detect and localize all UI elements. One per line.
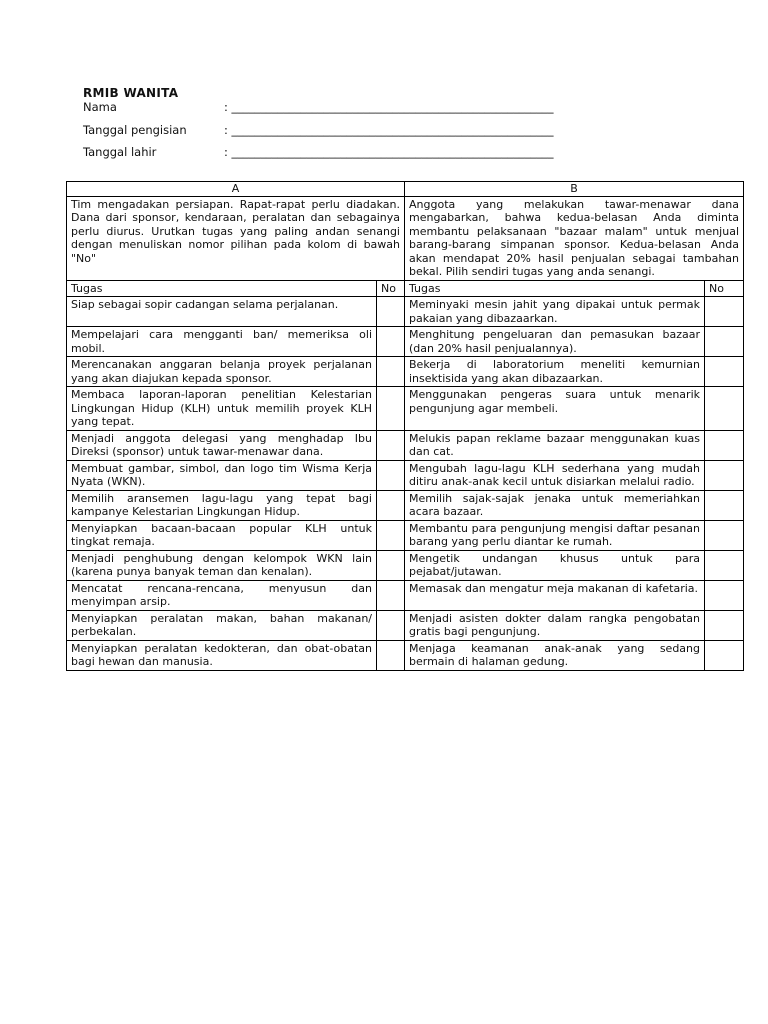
task-b-text: Menghitung pengeluaran dan pemasukan bazaar (dan 20% hasil penjualannya). bbox=[405, 327, 705, 357]
rank-b-input-cell[interactable] bbox=[705, 550, 744, 580]
tugas-a-header: Tugas bbox=[67, 280, 377, 297]
rank-a-input-cell[interactable] bbox=[377, 550, 405, 580]
task-b-text: Menggunakan pengeras suara untuk menarik pengunjung agar membeli. bbox=[405, 387, 705, 431]
rank-a-input-cell[interactable] bbox=[377, 580, 405, 610]
rank-b-input-cell[interactable] bbox=[705, 520, 744, 550]
task-row bbox=[67, 550, 744, 580]
field-blank-line[interactable]: : ________________________________________________________ bbox=[224, 145, 554, 159]
task-row bbox=[67, 357, 744, 387]
rank-a-input-cell[interactable] bbox=[377, 357, 405, 387]
task-b-text: Memasak dan mengatur meja makanan di kafetaria. bbox=[405, 580, 705, 610]
rank-b-input-cell[interactable] bbox=[705, 580, 744, 610]
task-a-text: Merencanakan anggaran belanja proyek perjalanan yang akan diajukan kepada sponsor. bbox=[67, 357, 377, 387]
rank-a-input-cell[interactable] bbox=[377, 640, 405, 670]
task-row bbox=[67, 490, 744, 520]
task-a-text: Siap sebagai sopir cadangan selama perjalanan. bbox=[67, 297, 377, 327]
rank-a-input-cell[interactable] bbox=[377, 387, 405, 431]
rank-a-input-cell[interactable] bbox=[377, 490, 405, 520]
task-b-text: Meminyaki mesin jahit yang dipakai untuk permak pakaian yang dibazaarkan. bbox=[405, 297, 705, 327]
section-header-row bbox=[67, 182, 744, 197]
document-title: RMIB WANITA bbox=[83, 86, 179, 100]
rank-b-input-cell[interactable] bbox=[705, 327, 744, 357]
rank-b-input-cell[interactable] bbox=[705, 297, 744, 327]
task-a-text: Menjadi penghubung dengan kelompok WKN lain (karena punya banyak teman dan kenalan). bbox=[67, 550, 377, 580]
rank-a-input-cell[interactable] bbox=[377, 430, 405, 460]
field-label: Tanggal pengisian bbox=[83, 123, 187, 137]
task-row bbox=[67, 610, 744, 640]
rank-b-input-cell[interactable] bbox=[705, 640, 744, 670]
rank-b-input-cell[interactable] bbox=[705, 610, 744, 640]
section-b-header: B bbox=[405, 182, 744, 197]
task-a-text: Membaca laporan-laporan penelitian Kelestarian Lingkungan Hidup (KLH) untuk memilih proyek KLH yang tepat. bbox=[67, 387, 377, 431]
task-row bbox=[67, 520, 744, 550]
form-header bbox=[83, 86, 554, 159]
task-row bbox=[67, 387, 744, 431]
task-b-text: Menjaga keamanan anak-anak yang sedang bermain di halaman gedung. bbox=[405, 640, 705, 670]
task-a-text: Menyiapkan peralatan makan, bahan makanan/ perbekalan. bbox=[67, 610, 377, 640]
task-b-text: Mengetik undangan khusus untuk para pejabat/jutawan. bbox=[405, 550, 705, 580]
task-row bbox=[67, 297, 744, 327]
rank-b-input-cell[interactable] bbox=[705, 387, 744, 431]
no-a-header: No bbox=[377, 280, 405, 297]
task-b-text: Memilih sajak-sajak jenaka untuk memeriahkan acara bazaar. bbox=[405, 490, 705, 520]
no-b-header: No bbox=[705, 280, 744, 297]
task-row bbox=[67, 580, 744, 610]
field-tanggal-pengisian bbox=[83, 123, 554, 137]
task-row bbox=[67, 460, 744, 490]
task-a-text: Mencatat rencana-rencana, menyusun dan menyimpan arsip. bbox=[67, 580, 377, 610]
field-label: Nama bbox=[83, 100, 117, 114]
field-blank-line[interactable]: : ________________________________________________________ bbox=[224, 123, 554, 137]
section-b-instructions: Anggota yang melakukan tawar-menawar dana mengabarkan, bahwa kedua-belasan Anda diminta membantu pelaksanaan "bazaar malam" untuk menjual barang-barang simpanan sponsor. Kedua-belasan Anda akan mendapat 20% hasil penjualan sebagai tambahan bekal. Pilih sendiri tugas yang anda senangi. bbox=[405, 196, 744, 280]
task-table bbox=[66, 181, 744, 671]
rank-b-input-cell[interactable] bbox=[705, 430, 744, 460]
instructions-row bbox=[67, 196, 744, 280]
task-a-text: Membuat gambar, simbol, dan logo tim Wisma Kerja Nyata (WKN). bbox=[67, 460, 377, 490]
rank-a-input-cell[interactable] bbox=[377, 520, 405, 550]
task-row bbox=[67, 327, 744, 357]
task-row bbox=[67, 430, 744, 460]
task-a-text: Menyiapkan peralatan kedokteran, dan obat-obatan bagi hewan dan manusia. bbox=[67, 640, 377, 670]
column-header-row bbox=[67, 280, 744, 297]
task-b-text: Menjadi asisten dokter dalam rangka pengobatan gratis bagi pengunjung. bbox=[405, 610, 705, 640]
field-nama bbox=[83, 100, 554, 114]
section-a-header: A bbox=[67, 182, 405, 197]
rank-a-input-cell[interactable] bbox=[377, 297, 405, 327]
task-a-text: Menyiapkan bacaan-bacaan popular KLH untuk tingkat remaja. bbox=[67, 520, 377, 550]
task-row bbox=[67, 640, 744, 670]
tugas-b-header: Tugas bbox=[405, 280, 705, 297]
task-b-text: Mengubah lagu-lagu KLH sederhana yang mudah ditiru anak-anak kecil untuk disiarkan melalui radio. bbox=[405, 460, 705, 490]
task-a-text: Memilih aransemen lagu-lagu yang tepat bagi kampanye Kelestarian Lingkungan Hidup. bbox=[67, 490, 377, 520]
rank-a-input-cell[interactable] bbox=[377, 460, 405, 490]
rank-a-input-cell[interactable] bbox=[377, 327, 405, 357]
task-a-text: Menjadi anggota delegasi yang menghadap Ibu Direksi (sponsor) untuk tawar-menawar dana. bbox=[67, 430, 377, 460]
task-b-text: Membantu para pengunjung mengisi daftar pesanan barang yang perlu diantar ke rumah. bbox=[405, 520, 705, 550]
rank-b-input-cell[interactable] bbox=[705, 357, 744, 387]
task-b-text: Bekerja di laboratorium meneliti kemurnian insektisida yang akan dibazaarkan. bbox=[405, 357, 705, 387]
task-b-text: Melukis papan reklame bazaar menggunakan kuas dan cat. bbox=[405, 430, 705, 460]
rank-b-input-cell[interactable] bbox=[705, 460, 744, 490]
section-a-instructions: Tim mengadakan persiapan. Rapat-rapat perlu diadakan. Dana dari sponsor, kendaraan, peralatan dan sebagainya perlu diurus. Urutkan tugas yang paling andan senangi dengan menuliskan nomor pilihan pada kolom di bawah "No" bbox=[67, 196, 405, 280]
rank-b-input-cell[interactable] bbox=[705, 490, 744, 520]
rank-a-input-cell[interactable] bbox=[377, 610, 405, 640]
field-label: Tanggal lahir bbox=[83, 145, 157, 159]
field-tanggal-lahir bbox=[83, 145, 554, 159]
field-blank-line[interactable]: : ________________________________________________________ bbox=[224, 100, 554, 114]
task-a-text: Mempelajari cara mengganti ban/ memeriksa oli mobil. bbox=[67, 327, 377, 357]
